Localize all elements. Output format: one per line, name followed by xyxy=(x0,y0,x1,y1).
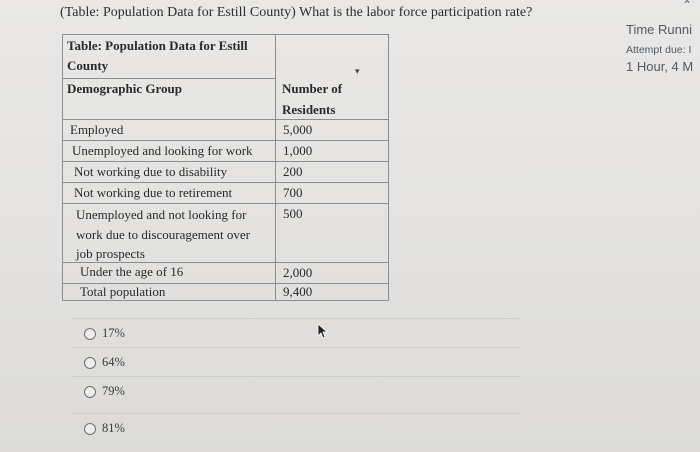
mouse-cursor-icon xyxy=(316,323,330,339)
table-row xyxy=(62,162,388,183)
option-c[interactable] xyxy=(84,384,125,399)
option-label: 79% xyxy=(102,384,125,398)
row-value: 1,000 xyxy=(283,143,313,158)
table-row xyxy=(62,263,388,284)
row-value: 700 xyxy=(283,185,303,200)
table-title: Table: Population Data for Estill County xyxy=(67,38,248,73)
row-label: Employed xyxy=(70,122,124,137)
table-row xyxy=(62,141,388,162)
row-value: 5,000 xyxy=(283,122,313,137)
option-divider xyxy=(72,347,520,348)
option-label: 17% xyxy=(102,326,125,340)
row-value: 500 xyxy=(283,206,303,221)
option-divider xyxy=(72,376,520,377)
table-row xyxy=(62,284,388,300)
radio-button[interactable] xyxy=(84,423,96,435)
option-d[interactable] xyxy=(84,421,125,436)
timer-title: Time Runni xyxy=(626,22,692,37)
row-value: 9,400 xyxy=(283,284,313,299)
row-label: Unemployed and looking for work xyxy=(72,143,253,158)
row-value: 2,000 xyxy=(283,265,313,280)
option-divider xyxy=(72,318,520,319)
attempt-due: Attempt due: I xyxy=(626,44,692,56)
table-row xyxy=(62,183,388,204)
row-value: 200 xyxy=(283,164,303,179)
question-text: (Table: Population Data for Estill County) What is the labor force participation rate? xyxy=(60,5,533,20)
radio-button[interactable] xyxy=(84,357,96,369)
time-left: 1 Hour, 4 M xyxy=(626,59,694,74)
timer-panel xyxy=(626,22,693,74)
option-label: 81% xyxy=(102,421,125,435)
dropdown-marker-icon: ▾ xyxy=(355,66,360,76)
row-label: Not working due to disability xyxy=(74,164,228,179)
row-label: Unemployed and not looking for work due to discouragement over job prospects xyxy=(76,207,251,261)
row-label: Total population xyxy=(80,284,166,299)
table-row xyxy=(62,120,388,141)
row-label: Not working due to retirement xyxy=(74,185,233,200)
table-grid xyxy=(62,34,388,301)
radio-button[interactable] xyxy=(84,328,96,340)
chevron-up-icon[interactable]: ⌃ xyxy=(682,0,693,12)
col-header-number: Number of Residents xyxy=(282,81,343,117)
table-row xyxy=(62,204,388,263)
col-header-group: Demographic Group xyxy=(67,81,182,96)
row-label: Under the age of 16 xyxy=(80,264,184,279)
option-a[interactable] xyxy=(84,326,125,341)
option-label: 64% xyxy=(102,355,125,369)
option-divider xyxy=(72,413,520,414)
option-b[interactable] xyxy=(84,355,125,370)
radio-button[interactable] xyxy=(84,386,96,398)
